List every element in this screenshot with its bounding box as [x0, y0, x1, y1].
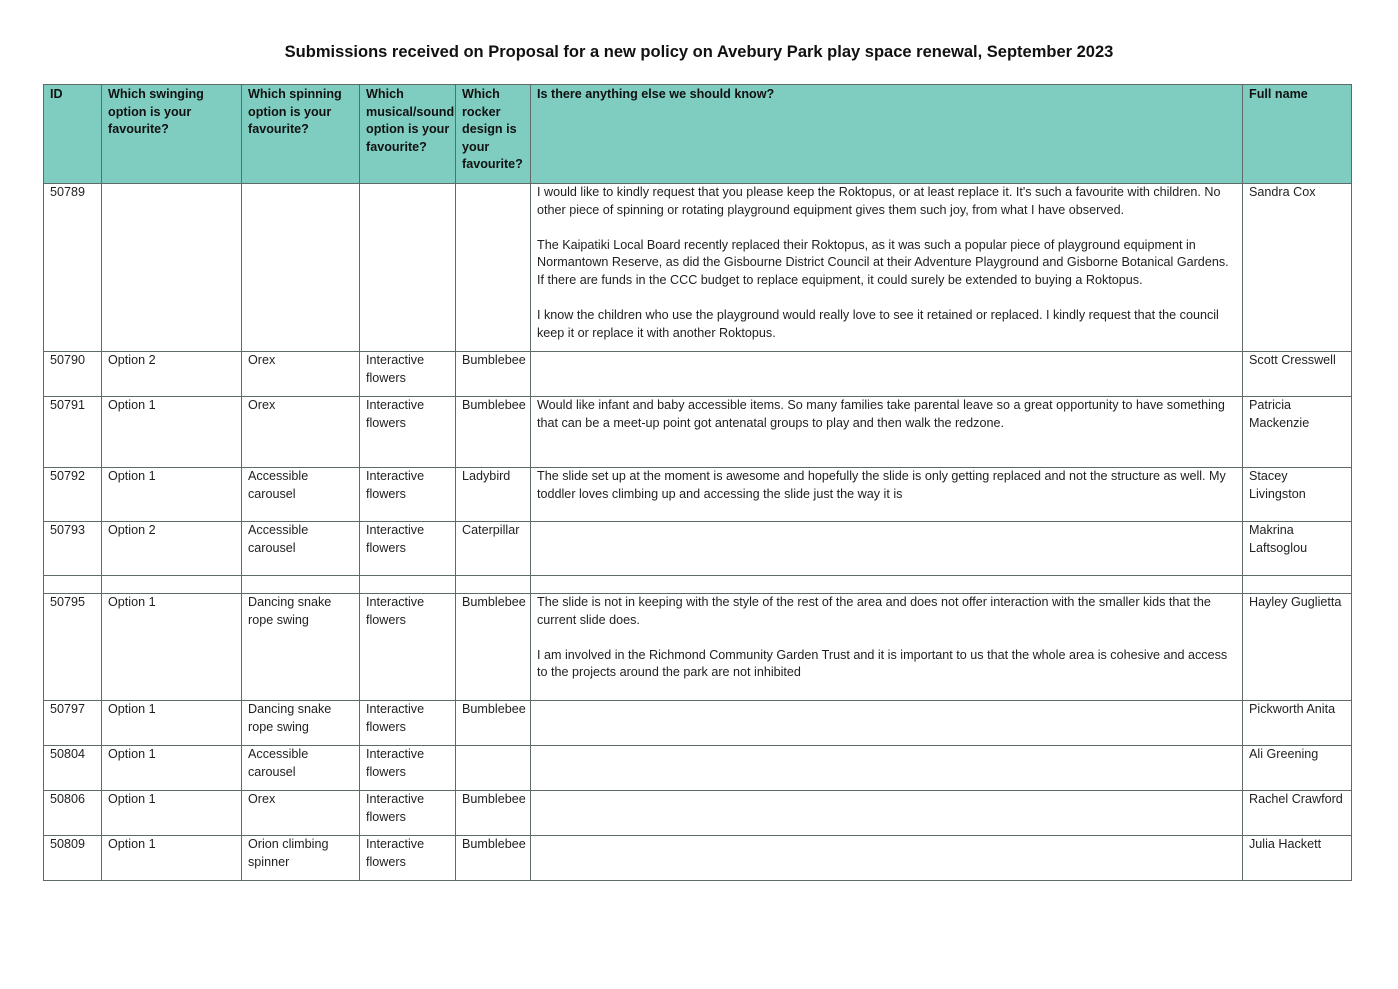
cell-rocker: Bumblebee — [456, 352, 531, 397]
cell-swinging: Option 2 — [102, 522, 242, 576]
cell-musical: Interactive flowers — [360, 746, 456, 791]
cell-id: 50804 — [44, 746, 102, 791]
cell-rocker: Ladybird — [456, 468, 531, 522]
header-rocker: Which rocker design is your favourite? — [456, 85, 531, 184]
header-full-name: Full name — [1243, 85, 1352, 184]
cell-comments — [531, 352, 1243, 397]
cell-swinging: Option 2 — [102, 352, 242, 397]
cell-swinging: Option 1 — [102, 791, 242, 836]
table-header — [44, 85, 1352, 184]
cell-musical — [360, 576, 456, 594]
cell-rocker: Caterpillar — [456, 522, 531, 576]
cell-id — [44, 576, 102, 594]
table-row — [44, 746, 1352, 791]
cell-swinging: Option 1 — [102, 594, 242, 701]
table-row — [44, 836, 1352, 881]
cell-spinning: Orex — [242, 352, 360, 397]
cell-rocker — [456, 746, 531, 791]
cell-comments — [531, 522, 1243, 576]
cell-full-name: Makrina Laftsoglou — [1243, 522, 1352, 576]
cell-spinning — [242, 184, 360, 352]
cell-id: 50806 — [44, 791, 102, 836]
header-row — [44, 85, 1352, 184]
cell-spinning: Accessible carousel — [242, 468, 360, 522]
cell-swinging: Option 1 — [102, 397, 242, 468]
submissions-table — [43, 84, 1352, 881]
cell-id: 50795 — [44, 594, 102, 701]
cell-full-name — [1243, 576, 1352, 594]
cell-full-name: Hayley Guglietta — [1243, 594, 1352, 701]
cell-full-name: Pickworth Anita — [1243, 701, 1352, 746]
cell-musical: Interactive flowers — [360, 522, 456, 576]
cell-spinning: Orex — [242, 397, 360, 468]
cell-swinging — [102, 576, 242, 594]
cell-full-name: Julia Hackett — [1243, 836, 1352, 881]
cell-musical: Interactive flowers — [360, 701, 456, 746]
cell-spinning: Accessible carousel — [242, 522, 360, 576]
cell-musical: Interactive flowers — [360, 594, 456, 701]
cell-musical: Interactive flowers — [360, 468, 456, 522]
cell-full-name: Ali Greening — [1243, 746, 1352, 791]
cell-spinning: Orion climbing spinner — [242, 836, 360, 881]
cell-id: 50789 — [44, 184, 102, 352]
cell-musical — [360, 184, 456, 352]
cell-full-name: Rachel Crawford — [1243, 791, 1352, 836]
cell-rocker — [456, 184, 531, 352]
cell-musical: Interactive flowers — [360, 791, 456, 836]
cell-id: 50792 — [44, 468, 102, 522]
document-title: Submissions received on Proposal for a new policy on Avebury Park play space renewal, September 2023 — [284, 43, 1114, 61]
table-row — [44, 701, 1352, 746]
header-swinging: Which swinging option is your favourite? — [102, 85, 242, 184]
cell-comments — [531, 791, 1243, 836]
comment-paragraph: The slide is not in keeping with the style of the rest of the area and does not offer interaction with the smaller kids that the current slide does. — [537, 595, 1211, 627]
cell-comments — [531, 701, 1243, 746]
cell-comments — [531, 594, 1243, 701]
cell-spinning: Dancing snake rope swing — [242, 594, 360, 701]
table-row — [44, 397, 1352, 468]
table-row — [44, 522, 1352, 576]
cell-rocker: Bumblebee — [456, 791, 531, 836]
cell-comments — [531, 576, 1243, 594]
header-comments: Is there anything else we should know? — [531, 85, 1243, 184]
comment-paragraph: The slide set up at the moment is awesome and hopefully the slide is only getting replaced and not the structure as well. My toddler loves climbing up and accessing the slide just the way it is — [537, 469, 1226, 501]
cell-musical: Interactive flowers — [360, 836, 456, 881]
cell-comments — [531, 746, 1243, 791]
comment-paragraph: I would like to kindly request that you please keep the Roktopus, or at least replace it. It's such a favourite with children. No other piece of spinning or rotating playground equipment gives them such joy, from what I have observed. — [537, 185, 1221, 217]
table-body — [44, 184, 1352, 881]
cell-comments — [531, 468, 1243, 522]
table-row — [44, 468, 1352, 522]
comment-paragraph: I am involved in the Richmond Community Garden Trust and it is important to us that the whole area is cohesive and access to the projects around the park are not inhibited — [537, 647, 1228, 680]
table-row — [44, 791, 1352, 836]
comment-paragraph: Would like infant and baby accessible items. So many families take parental leave so a great opportunity to have something that can be a meet-up point got antenatal groups to play and then walk the redzone. — [537, 398, 1225, 430]
cell-comments — [531, 184, 1243, 352]
cell-id: 50797 — [44, 701, 102, 746]
table-row — [44, 594, 1352, 701]
comment-paragraph: The Kaipatiki Local Board recently replaced their Roktopus, as it was such a popular piece of playground equipment in Normantown Reserve, as did the Gisbourne District Council at their Adventure Playground and Gisborne Botanical Gardens. If there are funds in the CCC budget to replace equipment, it could surely be extended to buying a Roktopus. — [537, 237, 1229, 287]
cell-musical: Interactive flowers — [360, 352, 456, 397]
cell-full-name: Stacey Livingston — [1243, 468, 1352, 522]
cell-rocker: Bumblebee — [456, 594, 531, 701]
cell-swinging: Option 1 — [102, 746, 242, 791]
cell-id: 50793 — [44, 522, 102, 576]
comment-paragraph: I know the children who use the playground would really love to see it retained or replaced. I kindly request that the council keep it or replace it with another Roktopus. — [537, 308, 1219, 340]
cell-swinging: Option 1 — [102, 701, 242, 746]
table-row — [44, 576, 1352, 594]
header-spinning: Which spinning option is your favourite? — [242, 85, 360, 184]
cell-spinning — [242, 576, 360, 594]
cell-comments — [531, 397, 1243, 468]
cell-spinning: Accessible carousel — [242, 746, 360, 791]
cell-swinging: Option 1 — [102, 836, 242, 881]
cell-rocker: Bumblebee — [456, 701, 531, 746]
cell-full-name: Sandra Cox — [1243, 184, 1352, 352]
table-row — [44, 352, 1352, 397]
header-id: ID — [44, 85, 102, 184]
cell-full-name: Patricia Mackenzie — [1243, 397, 1352, 468]
table-row — [44, 184, 1352, 352]
cell-rocker — [456, 576, 531, 594]
cell-spinning: Dancing snake rope swing — [242, 701, 360, 746]
cell-rocker: Bumblebee — [456, 397, 531, 468]
cell-rocker: Bumblebee — [456, 836, 531, 881]
cell-id: 50790 — [44, 352, 102, 397]
cell-id: 50809 — [44, 836, 102, 881]
cell-id: 50791 — [44, 397, 102, 468]
header-musical: Which musical/sound option is your favourite? — [360, 85, 456, 184]
cell-full-name: Scott Cresswell — [1243, 352, 1352, 397]
cell-comments — [531, 836, 1243, 881]
cell-swinging — [102, 184, 242, 352]
cell-musical: Interactive flowers — [360, 397, 456, 468]
cell-swinging: Option 1 — [102, 468, 242, 522]
cell-spinning: Orex — [242, 791, 360, 836]
